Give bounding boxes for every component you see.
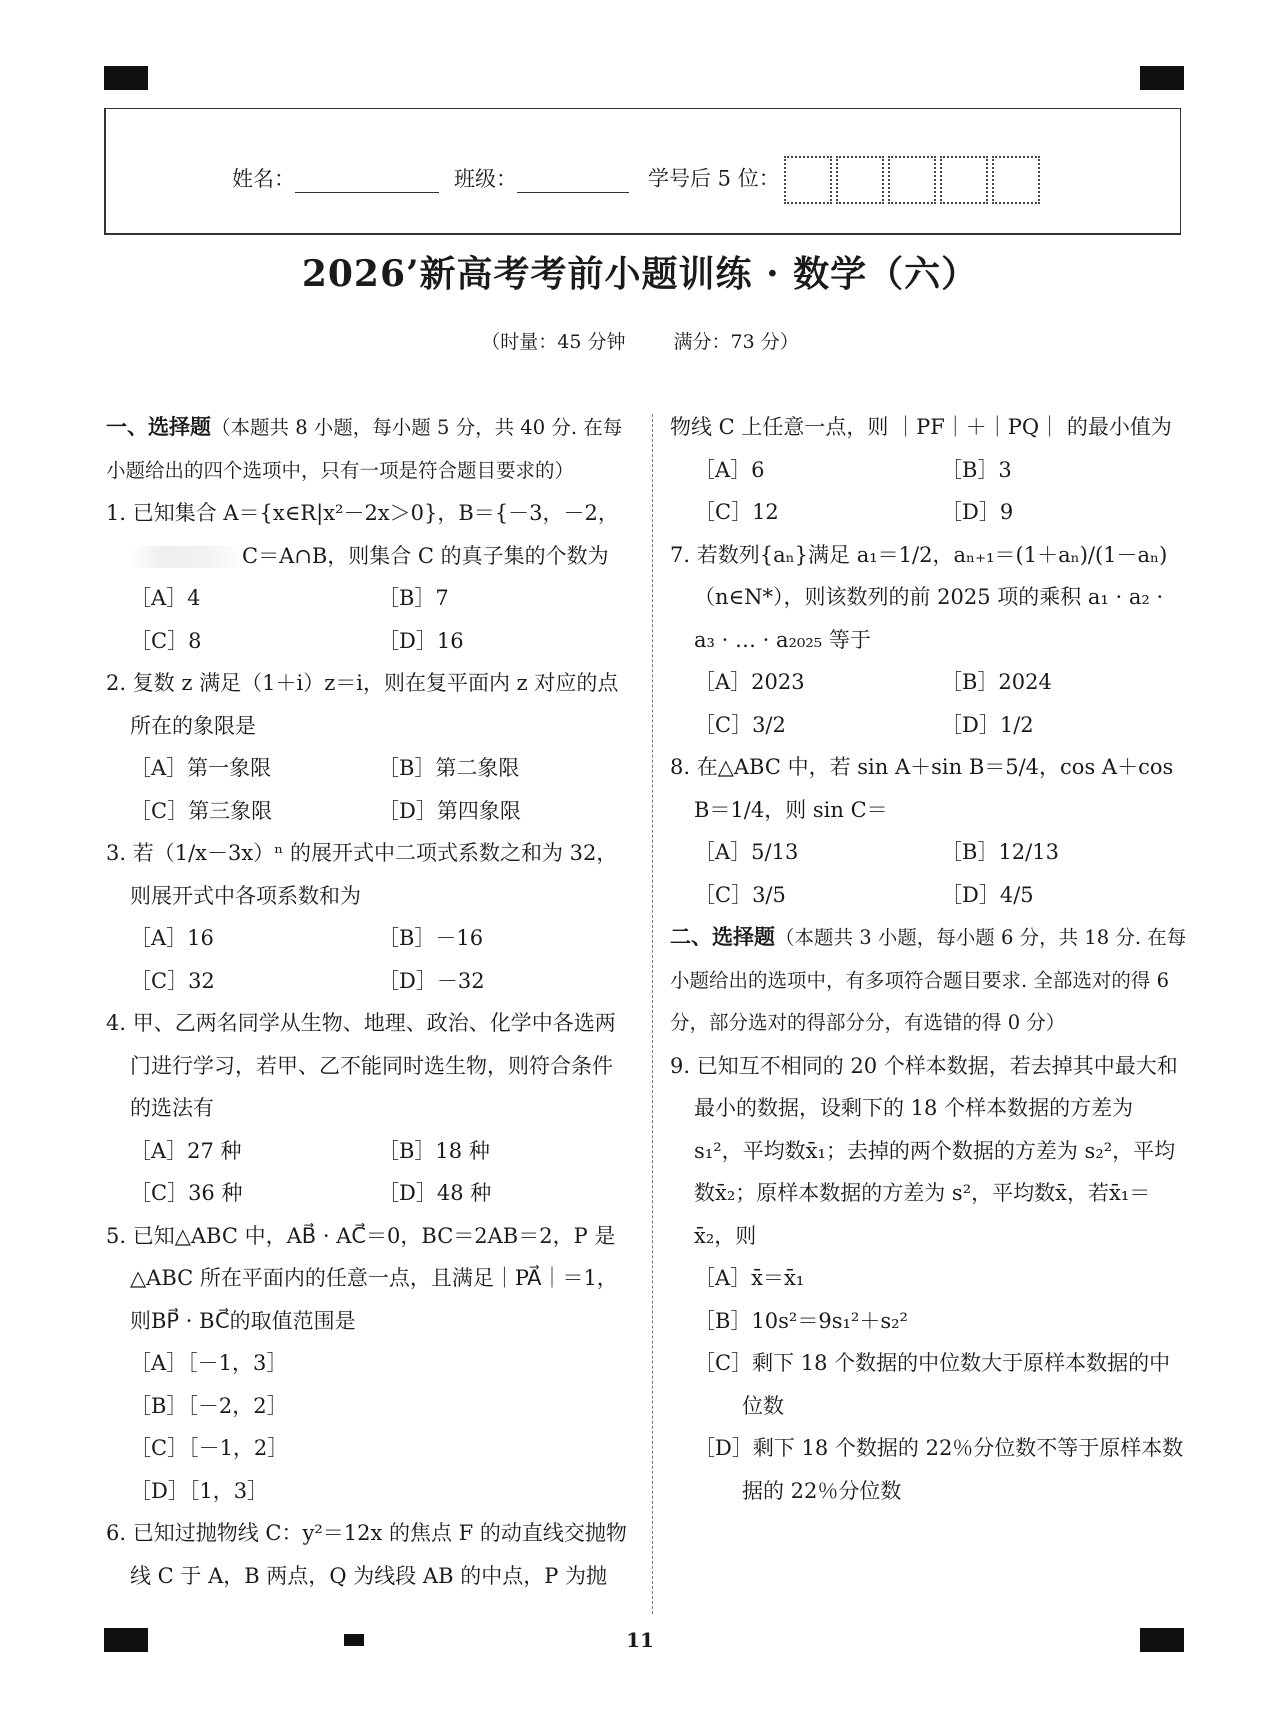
option-b[interactable]: ［B］18 种 xyxy=(378,1138,490,1163)
question-7-options xyxy=(670,704,1188,747)
option-c[interactable]: ［C］3/5 xyxy=(694,882,786,907)
question-8: 8. 在△ABC 中，若 sin A＋sin B＝5/4，cos A＋cos B＝1/4，则 sin C＝ xyxy=(670,755,1174,822)
option-c[interactable]: ［C］32 xyxy=(130,968,215,993)
option-b[interactable]: ［B］［－2，2］ xyxy=(130,1393,288,1418)
option-a[interactable]: ［A］x̄＝x̄₁ xyxy=(694,1266,805,1290)
option-c[interactable]: ［C］剩下 18 个数据的中位数大于原样本数据的中位数 xyxy=(694,1351,1171,1418)
question-7: 7. 若数列{aₙ}满足 a₁＝1/2，aₙ₊₁＝(1＋aₙ)/(1－aₙ)（n∈N*），则该数列的前 2025 项的乘积 a₁ · a₂ · a₃ · … · a₂₀₂₅ 等于 xyxy=(670,542,1168,652)
question-4-options xyxy=(106,1130,632,1173)
option-c[interactable]: ［C］8 xyxy=(130,628,202,653)
question-4: 4. 甲、乙两名同学从生物、地理、政治、化学中各选两门进行学习，若甲、乙不能同时选生物，则符合条件的选法有 xyxy=(106,1011,616,1120)
question-3-options xyxy=(106,917,632,960)
name-blank[interactable] xyxy=(295,170,439,193)
left-column xyxy=(106,406,632,1597)
question-1: 1. 已知集合 A＝{x∈R|x²－2x＞0}，B＝{－3，－2， xyxy=(106,501,619,525)
option-b[interactable]: ［B］7 xyxy=(378,586,449,610)
id-digit-box[interactable] xyxy=(992,156,1040,204)
section-2-note: （本题共 3 小题，每小题 6 分，共 18 分. 在每小题给出的选项中，有多项符合题目要求. 全部选对的得 6 分，部分选对的得部分分，有选错的得 0 分） xyxy=(670,926,1187,1034)
question-1-options xyxy=(106,620,632,663)
option-b[interactable]: ［B］第二象限 xyxy=(378,756,520,780)
question-7-options xyxy=(670,661,1188,704)
option-b[interactable]: ［B］12/13 xyxy=(941,840,1059,864)
class-field[interactable] xyxy=(454,163,629,193)
option-d[interactable]: ［D］16 xyxy=(378,628,464,653)
section-2-header xyxy=(670,916,1188,1045)
section-1-title: 一、选择题 xyxy=(106,414,211,439)
column-divider xyxy=(652,414,653,1614)
option-d[interactable]: ［D］第四象限 xyxy=(378,798,521,823)
student-id-label: 学号后 5 位： xyxy=(648,166,780,191)
option-d[interactable]: ［D］4/5 xyxy=(941,882,1034,907)
option-b[interactable]: ［B］2024 xyxy=(941,670,1052,694)
student-info-row xyxy=(106,163,1180,199)
option-a[interactable]: ［A］6 xyxy=(694,457,765,482)
question-6-options xyxy=(670,491,1188,534)
exam-title: 2026’新高考考前小题训练 · 数学（六） xyxy=(301,253,979,295)
right-column xyxy=(670,406,1188,1512)
question-6: 6. 已知过抛物线 C：y²＝12x 的焦点 F 的动直线交抛物线 C 于 A，B 两点，Q 为线段 AB 的中点，P 为抛 xyxy=(106,1521,627,1588)
option-c[interactable]: ［C］3/2 xyxy=(694,712,786,737)
option-b[interactable]: ［B］3 xyxy=(941,457,1012,482)
name-field[interactable] xyxy=(232,163,439,193)
option-d[interactable]: ［D］剩下 18 个数据的 22％分位数不等于原样本数据的 22％分位数 xyxy=(694,1436,1184,1503)
option-c[interactable]: ［C］［－1，2］ xyxy=(130,1436,289,1460)
class-blank[interactable] xyxy=(517,170,629,193)
student-info-box xyxy=(104,108,1181,235)
exam-subtitle xyxy=(0,327,1280,354)
registration-mark xyxy=(1140,66,1184,90)
option-a[interactable]: ［A］第一象限 xyxy=(130,756,272,780)
question-1-options xyxy=(106,577,632,620)
option-c[interactable]: ［C］第三象限 xyxy=(130,798,273,823)
section-1-header xyxy=(106,406,632,492)
option-a[interactable]: ［A］4 xyxy=(130,586,201,610)
question-6-options xyxy=(670,449,1188,492)
blurred-text xyxy=(130,546,242,568)
full-score: 满分：73 分） xyxy=(673,331,799,353)
question-5: 5. 已知△ABC 中，AB⃗ · AC⃗＝0，BC＝2AB＝2，P 是△ABC 所在平面内的任意一点，且满足｜PA⃗｜＝1，则BP⃗ · BC⃗的取值范围是 xyxy=(106,1223,618,1333)
id-digit-box[interactable] xyxy=(836,156,884,204)
option-c[interactable]: ［C］36 种 xyxy=(130,1181,243,1205)
question-9: 9. 已知互不相同的 20 个样本数据，若去掉其中最大和最小的数据，设剩下的 18 个样本数据的方差为 s₁²，平均数x̄₁；去掉的两个数据的方差为 s₂²，平均数x̄₂；原样本数据的方差为 s²，平均数x̄，若x̄₁＝x̄₂，则 xyxy=(670,1053,1178,1248)
option-d[interactable]: ［D］－32 xyxy=(378,968,485,993)
option-b[interactable]: ［B］10s²＝9s₁²＋s₂² xyxy=(694,1308,908,1333)
section-1-note: （本题共 8 小题，每小题 5 分，共 40 分. 在每小题给出的四个选项中，只有一项是符合题目要求的） xyxy=(106,416,623,482)
question-3-options xyxy=(106,960,632,1003)
question-2-options xyxy=(106,790,632,833)
question-8-options xyxy=(670,831,1188,874)
option-d[interactable]: ［D］48 种 xyxy=(378,1181,492,1205)
option-a[interactable]: ［A］5/13 xyxy=(694,840,799,864)
option-a[interactable]: ［A］［－1，3］ xyxy=(130,1351,288,1375)
question-2: 2. 复数 z 满足（1＋i）z＝i，则在复平面内 z 对应的点所在的象限是 xyxy=(106,671,619,738)
option-a[interactable]: ［A］16 xyxy=(130,926,214,950)
option-a[interactable]: ［A］27 种 xyxy=(130,1138,242,1163)
id-digit-box[interactable] xyxy=(784,156,832,204)
option-d[interactable]: ［D］9 xyxy=(941,500,1014,524)
option-a[interactable]: ［A］2023 xyxy=(694,670,805,694)
question-4-options xyxy=(106,1172,632,1215)
id-digit-box[interactable] xyxy=(888,156,936,204)
id-digit-box[interactable] xyxy=(940,156,988,204)
question-3: 3. 若（1/x－3x）ⁿ 的展开式中二项式系数之和为 32，则展开式中各项系数和为 xyxy=(106,841,618,908)
question-6-cont: 物线 C 上任意一点，则 ｜PF｜＋｜PQ｜ 的最小值为 xyxy=(670,415,1172,439)
name-label: 姓名： xyxy=(232,167,295,191)
class-label: 班级： xyxy=(454,167,517,191)
question-8-options xyxy=(670,874,1188,917)
option-d[interactable]: ［D］［1，3］ xyxy=(130,1478,269,1503)
option-d[interactable]: ［D］1/2 xyxy=(941,712,1034,737)
question-1-cont xyxy=(106,535,632,578)
section-2-title: 二、选择题 xyxy=(670,924,775,949)
question-2-options xyxy=(106,747,632,790)
registration-mark xyxy=(104,66,148,90)
option-b[interactable]: ［B］－16 xyxy=(378,926,484,950)
time-limit: （时量：45 分钟 xyxy=(481,331,626,353)
option-c[interactable]: ［C］12 xyxy=(694,500,779,524)
student-id-field[interactable] xyxy=(648,156,1040,204)
page-number: 11 xyxy=(626,1628,654,1652)
question-1-cont-text: C＝A∩B，则集合 C 的真子集的个数为 xyxy=(242,543,609,568)
